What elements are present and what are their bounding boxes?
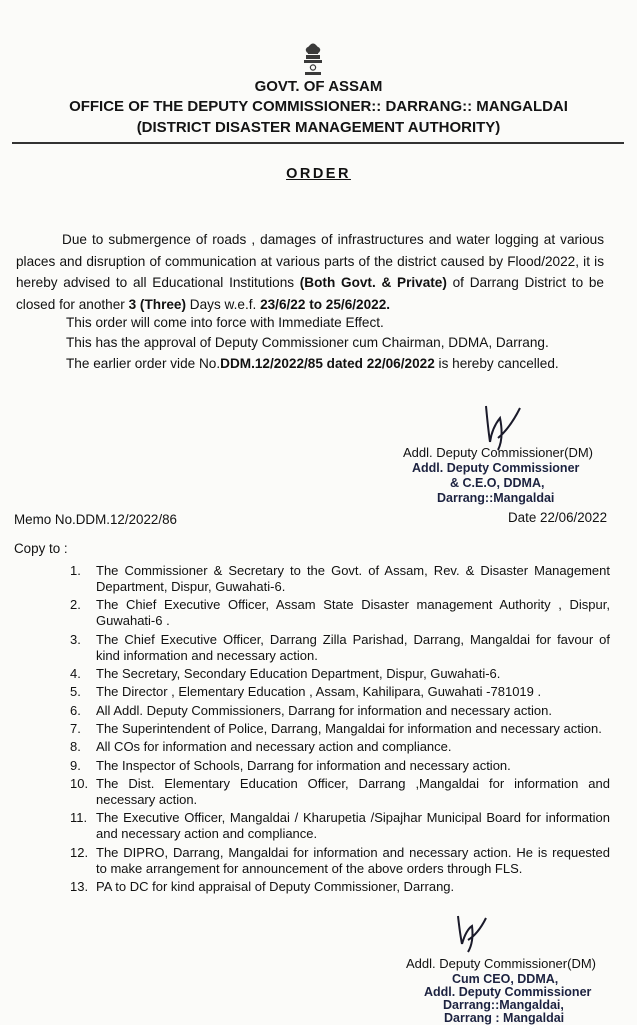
effect-line: This order will come into force with Immediate Effect. xyxy=(66,315,384,330)
para-text-3: of Darrang District to be closed for another xyxy=(16,275,604,312)
copy-list-number: 13. xyxy=(70,878,89,894)
para-text-1: Due to submergence of roads , damages of infrastructures and water logging at various places and disruption of communication at various parts of the district caused by Flood/2022, it is hereby advised to all Educational Institutions xyxy=(16,232,604,290)
signatory-title-1: Addl. Deputy Commissioner(DM) xyxy=(403,445,593,460)
cancel-text-1: The earlier order vide No. xyxy=(66,356,221,371)
header-authority: (DISTRICT DISASTER MANAGEMENT AUTHORITY) xyxy=(136,119,501,136)
copy-list-number: 1. xyxy=(70,563,81,578)
copy-list-number: 2. xyxy=(70,597,81,613)
copy-list-item xyxy=(70,597,610,629)
copy-list-item xyxy=(70,721,610,737)
copy-list-text: All COs for information and necessary action and compliance. xyxy=(96,739,452,755)
official-stamp2-line-3: Darrang::Mangaldai, xyxy=(443,998,564,1012)
copy-list-number: 6. xyxy=(70,702,81,718)
official-stamp2-line-2: Addl. Deputy Commissioner xyxy=(424,985,592,999)
header-divider xyxy=(12,142,624,144)
copy-list-text: The Chief Executive Officer, Assam State Disaster management Authority , Dispur, Guwahati-6 . xyxy=(96,597,610,629)
copy-list-number: 12. xyxy=(70,844,89,860)
cancel-line xyxy=(66,354,559,374)
national-emblem-icon xyxy=(298,40,328,78)
copy-to-label: Copy to : xyxy=(14,541,68,556)
copy-list-number: 10. xyxy=(70,775,89,791)
copy-list-text: The Inspector of Schools, Darrang for information and necessary action. xyxy=(96,757,511,773)
copy-list-text: The DIPRO, Darrang, Mangaldai for information and necessary action. He is requested to make arrangement for announcement of the above orders through FLS. xyxy=(96,844,610,876)
copy-list-text: All Addl. Deputy Commissioners, Darrang for information and necessary action. xyxy=(96,702,552,718)
copy-list-number: 9. xyxy=(70,757,81,773)
signatory-title-2: Addl. Deputy Commissioner(DM) xyxy=(406,956,596,971)
memo-number: Memo No.DDM.12/2022/86 xyxy=(14,512,177,527)
copy-list-text: The Secretary, Secondary Education Department, Dispur, Guwahati-6. xyxy=(96,666,501,682)
official-stamp-line-3: Darrang::Mangaldai xyxy=(437,491,555,505)
copy-list-text: The Director , Elementary Education , Assam, Kahilipara, Guwahati -781019 . xyxy=(96,684,542,700)
copy-list-text: The Superintendent of Police, Darrang, Mangaldai for information and necessary action. xyxy=(96,720,602,736)
cancel-text-3: is hereby cancelled. xyxy=(434,356,559,371)
official-stamp2-line-1: Cum CEO, DDMA, xyxy=(452,972,559,986)
copy-list xyxy=(70,563,610,897)
approval-line: This has the approval of Deputy Commissioner cum Chairman, DDMA, Darrang. xyxy=(66,335,549,350)
para-text-6: 23/6/22 to 25/6/2022. xyxy=(260,296,391,312)
signature-icon xyxy=(452,910,492,958)
copy-list-number: 7. xyxy=(70,720,81,736)
order-title: ORDER xyxy=(286,166,351,182)
copy-list-item xyxy=(70,666,610,682)
copy-list-item xyxy=(70,879,610,895)
memo-date: Date 22/06/2022 xyxy=(508,510,608,525)
copy-list-text: The Executive Officer, Mangaldai / Kharupetia /Sipajhar Municipal Board for information and necessary action and compliance. xyxy=(96,810,610,842)
official-stamp2-line-4: Darrang : Mangaldai xyxy=(444,1011,565,1025)
copy-list-item xyxy=(70,758,610,774)
official-stamp-line-1: Addl. Deputy Commissioner xyxy=(412,461,580,475)
copy-list-item xyxy=(70,684,610,700)
cancel-text-2: DDM.12/2022/85 dated 22/06/2022 xyxy=(220,356,435,371)
copy-list-number: 8. xyxy=(70,739,81,755)
copy-list-item xyxy=(70,845,610,877)
copy-list-number: 11. xyxy=(70,810,88,826)
copy-list-item xyxy=(70,810,610,842)
copy-list-item xyxy=(70,776,610,808)
copy-list-number: 5. xyxy=(70,684,81,700)
copy-list-item xyxy=(70,703,610,719)
copy-list-text: The Dist. Elementary Education Officer, Darrang ,Mangaldai for information and necessary action. xyxy=(96,775,610,807)
copy-list-number: 3. xyxy=(70,631,81,647)
para-text-2: (Both Govt. & Private) xyxy=(299,275,447,290)
order-paragraph xyxy=(16,229,604,315)
copy-list-number: 4. xyxy=(70,666,81,682)
header-govt: GOVT. OF ASSAM xyxy=(254,78,383,95)
header-office: OFFICE OF THE DEPUTY COMMISSIONER:: DARRANG:: MANGALDAI xyxy=(69,98,568,115)
copy-list-text: The Commissioner & Secretary to the Govt. of Assam, Rev. & Disaster Management Department, Dispur, Guwahati-6. xyxy=(96,563,610,595)
para-text-4: 3 (Three) xyxy=(128,296,187,312)
copy-list-item xyxy=(70,632,610,664)
official-stamp-line-2: & C.E.O, DDMA, xyxy=(450,476,545,490)
copy-list-item xyxy=(70,739,610,755)
copy-list-item xyxy=(70,563,610,595)
copy-list-text: PA to DC for kind appraisal of Deputy Commissioner, Darrang. xyxy=(96,878,455,894)
para-text-5: Days w.e.f. xyxy=(186,296,261,312)
copy-list-text: The Chief Executive Officer, Darrang Zilla Parishad, Darrang, Mangaldai for favour of kind information and necessary action. xyxy=(96,631,610,663)
